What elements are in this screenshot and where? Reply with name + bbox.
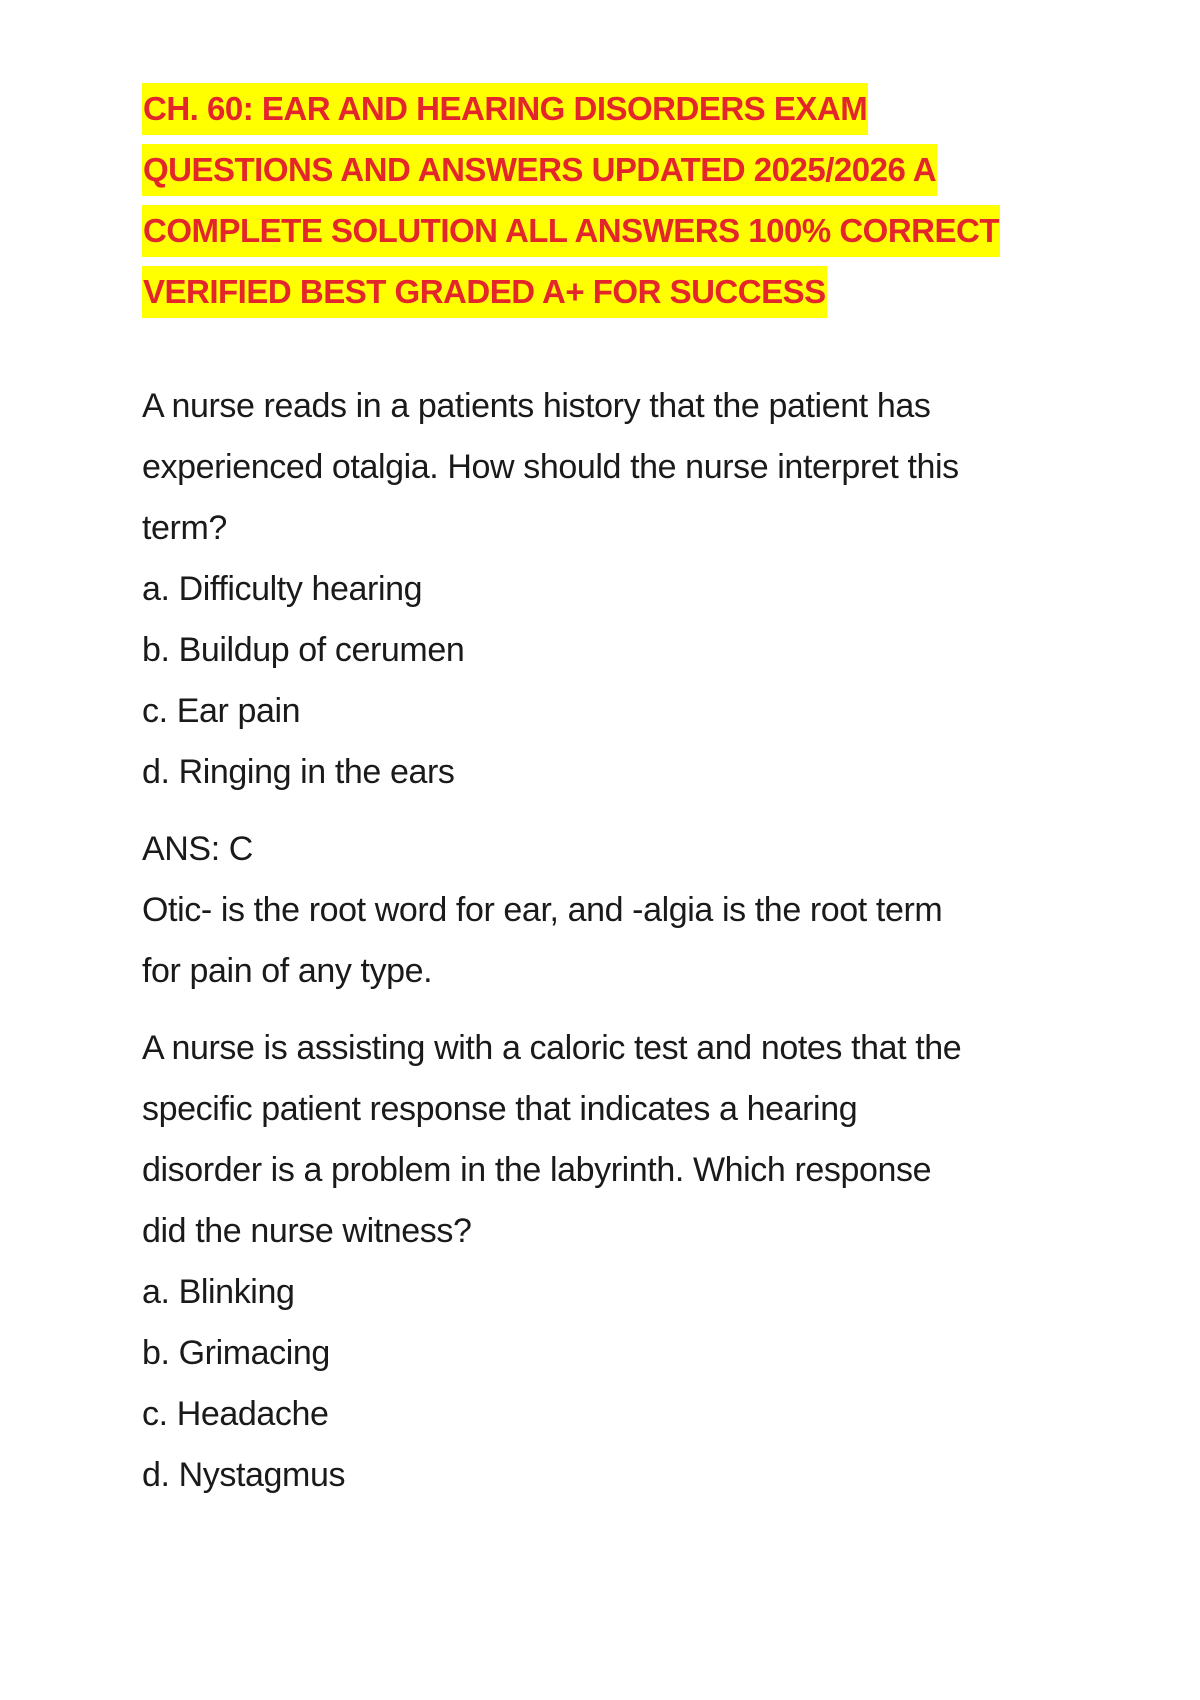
question-2-stem-line-4: did the nurse witness? [142,1212,472,1250]
title-line-4: VERIFIED BEST GRADED A+ FOR SUCCESS [142,266,827,318]
rationale-line-2: for pain of any type. [142,952,433,990]
question-1-option-b: b. Buildup of cerumen [142,631,465,669]
question-1-stem-line-3: term? [142,509,227,547]
rationale-line-1: Otic- is the root word for ear, and -algia is the root term [142,891,943,929]
question-2-option-d: d. Nystagmus [142,1456,346,1494]
question-2-stem-line-3: disorder is a problem in the labyrinth. Which response [142,1151,932,1189]
question-2-option-a: a. Blinking [142,1273,295,1311]
title-line-1: CH. 60: EAR AND HEARING DISORDERS EXAM [142,83,868,135]
question-2-option-b: b. Grimacing [142,1334,330,1372]
question-2-stem-line-2: specific patient response that indicates a hearing [142,1090,858,1128]
question-1-answer [142,819,1082,1002]
question-1-stem-line-2: experienced otalgia. How should the nurse interpret this [142,448,959,486]
question-1 [142,376,1082,803]
answer-key: ANS: C [142,830,253,868]
document-title [142,78,1082,322]
question-1-option-d: d. Ringing in the ears [142,753,455,791]
question-2-stem-line-1: A nurse is assisting with a caloric test and notes that the [142,1029,962,1067]
title-line-2: QUESTIONS AND ANSWERS UPDATED 2025/2026 A [142,144,937,196]
document-page [142,78,1082,1506]
question-2-option-c: c. Headache [142,1395,329,1433]
question-2 [142,1018,1082,1506]
question-1-option-c: c. Ear pain [142,692,301,730]
title-line-3: COMPLETE SOLUTION ALL ANSWERS 100% CORRECT [142,205,1000,257]
question-1-stem-line-1: A nurse reads in a patients history that the patient has [142,387,931,425]
question-1-option-a: a. Difficulty hearing [142,570,423,608]
